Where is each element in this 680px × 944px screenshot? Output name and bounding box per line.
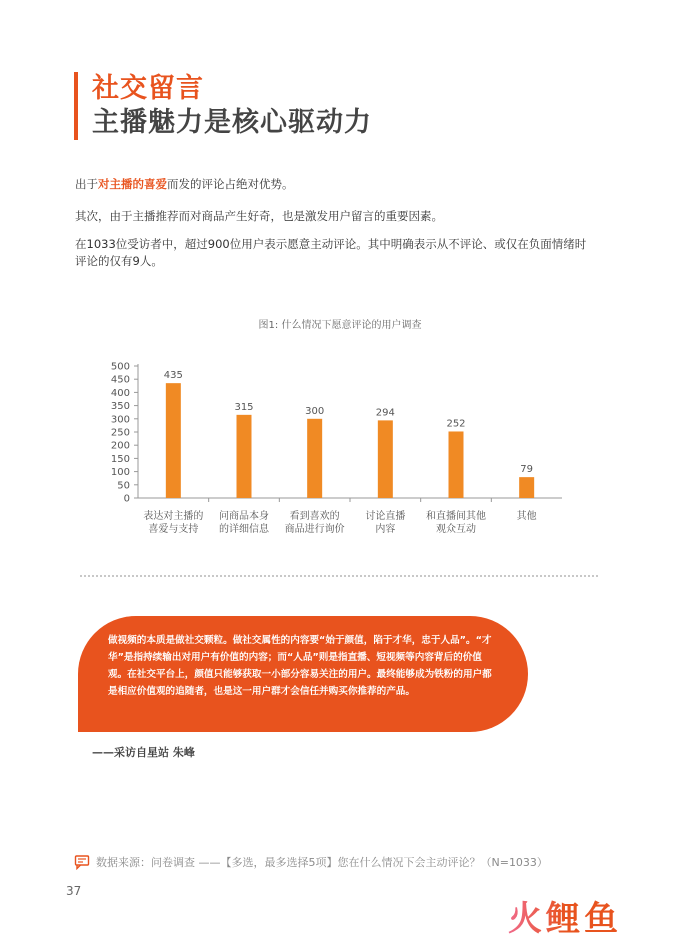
p1-highlight: 对主播的喜爱 [98, 177, 167, 191]
category-label: 的详细信息 [219, 524, 269, 535]
category-label: 表达对主播的 [143, 511, 204, 522]
y-tick-label: 150 [110, 453, 130, 465]
category-label: 看到喜欢的 [289, 511, 340, 522]
quote-bubble [78, 616, 528, 732]
bar [166, 383, 181, 498]
bar [378, 420, 393, 498]
p1-pre: 出于 [75, 177, 98, 191]
y-tick-label: 300 [110, 414, 130, 426]
data-label: 294 [375, 407, 395, 419]
data-label: 79 [520, 464, 534, 476]
survey-icon [74, 854, 90, 870]
y-tick-label: 450 [110, 374, 130, 386]
data-label: 435 [163, 370, 183, 382]
y-tick-label: 50 [117, 480, 130, 492]
y-tick-label: 250 [110, 427, 130, 439]
logo-text: 火鲤鱼 [508, 899, 622, 938]
quote-author: ——采访自星站 朱峰 [92, 746, 195, 759]
bar [237, 415, 252, 498]
category-label: 商品进行询价 [284, 524, 345, 535]
intro-paragraph-3: 在1033位受访者中，超过900位用户表示愿意主动评论。其中明确表示从不评论、或仅在负面情绪时评论的仅有9人。 [75, 237, 587, 268]
page-number: 37 [66, 884, 82, 898]
y-tick-label: 400 [110, 387, 130, 399]
data-source [74, 854, 548, 870]
y-tick-label: 0 [123, 493, 130, 505]
data-label: 300 [305, 405, 325, 417]
category-label: 问商品本身 [219, 511, 269, 522]
y-tick-label: 500 [110, 361, 130, 373]
category-label: 内容 [375, 524, 396, 535]
section-subtitle: 主播魅力是核心驱动力 [92, 107, 372, 138]
data-label: 315 [234, 401, 254, 413]
intro-paragraph-2: 其次，由于主播推荐而对商品产生好奇，也是激发用户留言的重要因素。 [75, 209, 443, 223]
dotted-divider [80, 575, 598, 577]
chart-title: 图1: 什么情况下愿意评论的用户调查 [258, 320, 422, 331]
data-label: 252 [446, 418, 466, 430]
y-tick-label: 100 [110, 467, 130, 479]
quote-text: 做视频的本质是做社交颗粒。做社交属性的内容要“始于颜值，陷于才华，忠于人品”。“才华”是指持续输出对用户有价值的内容；而“人品”则是指直播、短视频等内容背后的价值观。在社交平台上，颜值只能够获取一小部分容易关注的用户。最终能够成为铁粉的用户都是相应价值观的追随者，也是这一用户群才会信任并购买你推荐的产品。 [108, 635, 492, 697]
bar [519, 477, 534, 498]
data-source-text: 数据来源：问卷调查 ——【多选，最多选择5项】您在什么情况下会主动评论？（N=1033） [96, 856, 548, 869]
section-title: 社交留言 [92, 73, 204, 104]
category-label: 和直播间其他 [426, 511, 486, 522]
category-label: 观众互动 [436, 524, 476, 535]
y-tick-label: 200 [110, 440, 130, 452]
category-label: 喜爱与支持 [148, 524, 199, 535]
brand-logo [508, 896, 658, 938]
y-tick-label: 350 [110, 401, 130, 413]
bar [307, 419, 322, 498]
p1-post: 而发的评论占绝对优势。 [167, 177, 294, 191]
category-label: 讨论直播 [365, 511, 406, 522]
category-label: 其他 [516, 511, 537, 522]
bar [449, 431, 464, 498]
